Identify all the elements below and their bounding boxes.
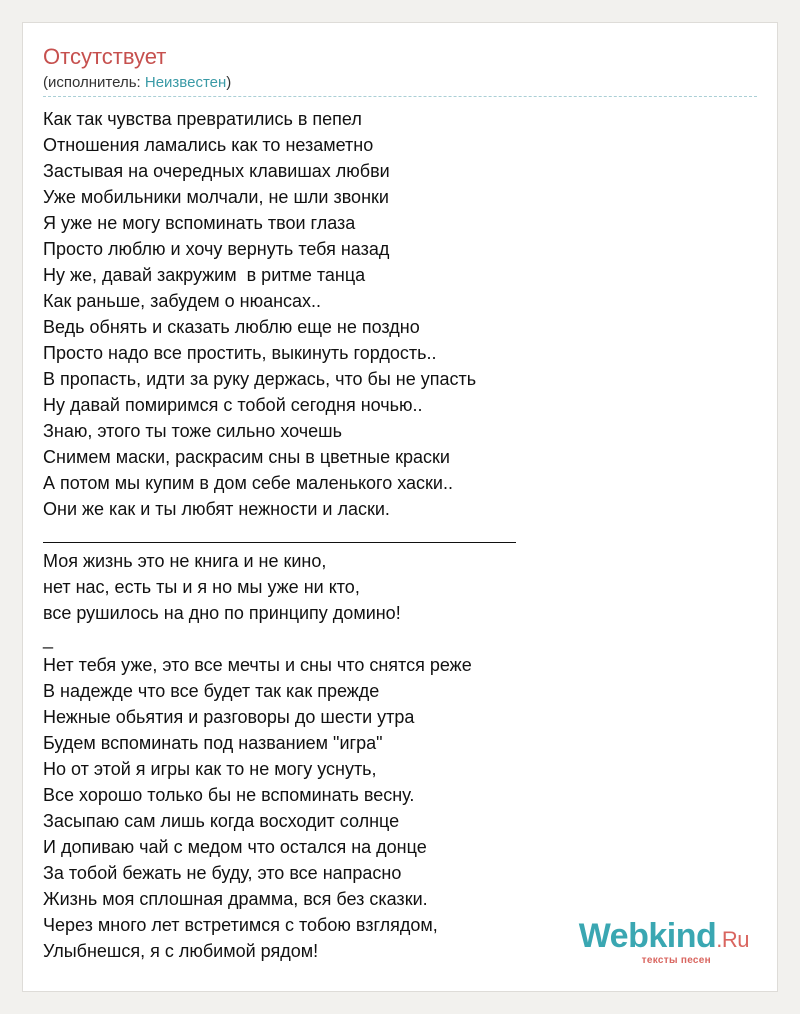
logo-tagline: тексты песен	[641, 955, 711, 966]
lyric-line: Снимем маски, раскрасим сны в цветные краски	[43, 447, 450, 467]
lyric-line: Как раньше, забудем о нюансах..	[43, 291, 322, 311]
verse-1	[43, 106, 763, 522]
lyrics-short-separator: _	[43, 629, 54, 649]
artist-link[interactable]: Неизвестен	[144, 74, 227, 91]
lyrics-text	[43, 106, 763, 964]
lyric-line: Я уже не могу вспоминать твои глаза	[43, 213, 356, 233]
lyric-line: все рушилось на дно по принципу домино!	[43, 603, 401, 623]
lyric-line: Застывая на очередных клавишах любви	[43, 161, 390, 181]
lyric-line: Они же как и ты любят нежности и ласки.	[43, 499, 390, 519]
lyric-line: Моя жизнь это не книга и не кино,	[43, 551, 327, 571]
lyric-line: Через много лет встретимся с тобою взглядом,	[43, 915, 438, 935]
lyric-line: Уже мобильники молчали, не шли звонки	[43, 187, 389, 207]
lyric-line: Знаю, этого ты тоже сильно хочешь	[43, 421, 342, 441]
logo-suffix: .Ru	[716, 927, 749, 952]
lyric-line: Будем вспоминать под названием "игра"	[43, 733, 383, 753]
lyric-line: За тобой бежать не буду, это все напрасно	[43, 863, 402, 883]
webkind-logo[interactable]	[579, 919, 749, 967]
lyric-line: Как так чувства превратились в пепел	[43, 109, 362, 129]
header-divider	[43, 96, 757, 97]
lyric-line: Просто надо все простить, выкинуть гордость..	[43, 343, 437, 363]
lyric-line: Но от этой я игры как то не могу уснуть,	[43, 759, 377, 779]
lyric-line: Все хорошо только бы не вспоминать весну.	[43, 785, 415, 805]
lyric-line: Нет тебя уже, это все мечты и сны что снятся реже	[43, 655, 472, 675]
lyric-line: В надежде что все будет так как прежде	[43, 681, 380, 701]
lyric-line: нет нас, есть ты и я но мы уже ни кто,	[43, 577, 360, 597]
lyric-line: Улыбнешся, я с любимой рядом!	[43, 941, 319, 961]
logo-name: Webkind	[578, 917, 717, 955]
lyric-line: Нежные обьятия и разговоры до шести утра	[43, 707, 415, 727]
lyric-line: Ну же, давай закружим в ритме танца	[43, 265, 366, 285]
lyric-line: И допиваю чай с медом что остался на донце	[43, 837, 427, 857]
logo-wordmark	[579, 919, 749, 957]
lyric-line: Засыпаю сам лишь когда восходит солнце	[43, 811, 400, 831]
chorus	[43, 548, 763, 626]
song-title: Отсутствует	[43, 44, 167, 69]
lyric-line: Просто люблю и хочу вернуть тебя назад	[43, 239, 390, 259]
artist-line	[43, 73, 231, 93]
lyrics-separator-rule	[43, 522, 763, 548]
lyric-line: Отношения ламались как то незаметно	[43, 135, 374, 155]
separator-rule	[43, 542, 516, 543]
lyric-line: В пропасть, идти за руку держась, что бы не упасть	[43, 369, 477, 389]
lyric-line: Ну давай помиримся с тобой сегодня ночью..	[43, 395, 423, 415]
lyric-line: Ведь обнять и сказать люблю еще не поздно	[43, 317, 420, 337]
artist-prefix: (исполнитель:	[43, 74, 145, 91]
artist-suffix: )	[226, 74, 232, 91]
lyric-line: Жизнь моя сплошная драмма, вся без сказки.	[43, 889, 428, 909]
lyric-line: А потом мы купим в дом себе маленького хаски..	[43, 473, 453, 493]
lyrics-card	[22, 22, 778, 992]
